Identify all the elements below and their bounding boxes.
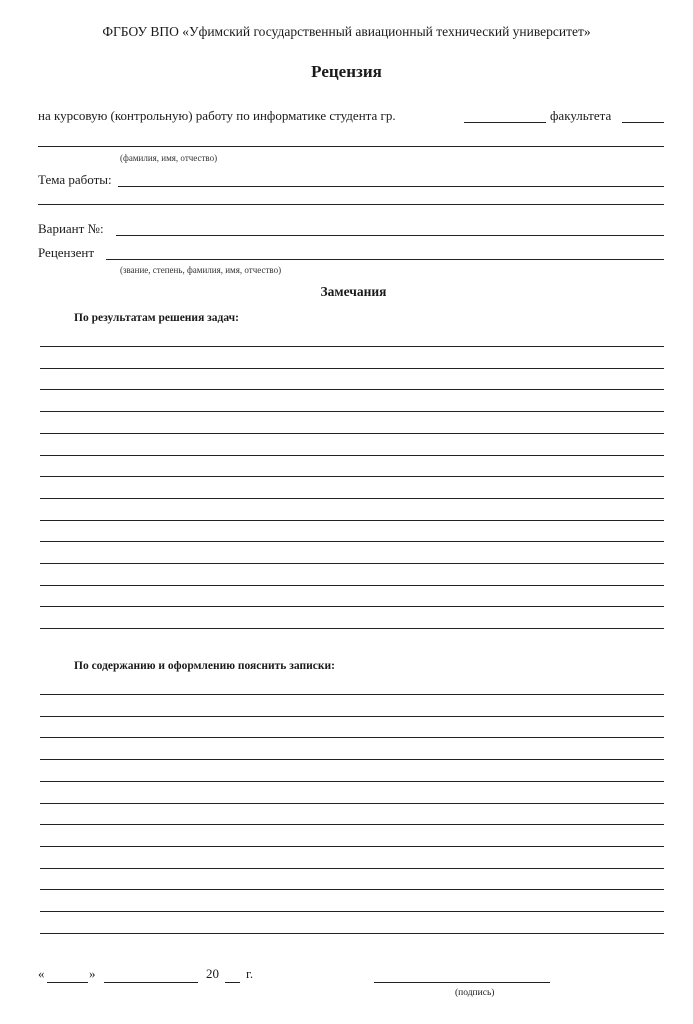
year-suffix: г. — [246, 966, 254, 981]
organization-name: ФГБОУ ВПО «Уфимский государственный авиационный технический университет» — [102, 24, 591, 39]
notes-writing-line — [40, 933, 664, 934]
tasks-writing-line — [40, 498, 664, 499]
reviewer-line — [106, 259, 664, 260]
notes-writing-line — [40, 759, 664, 760]
tasks-writing-line — [40, 368, 664, 369]
tasks-writing-line — [40, 389, 664, 390]
topic-line-1 — [118, 186, 664, 187]
month-blank-line — [104, 982, 198, 983]
reviewer-label: Рецензент — [38, 245, 95, 260]
student-name-line — [38, 146, 664, 147]
notes-writing-line — [40, 737, 664, 738]
tasks-writing-line — [40, 520, 664, 521]
tasks-label: По результатам решения задач: — [74, 312, 239, 324]
tasks-writing-line — [40, 585, 664, 586]
signature-hint: (подпись) — [455, 988, 495, 998]
notes-writing-line — [40, 716, 664, 717]
date-open-quote: « — [38, 966, 45, 981]
notes-writing-line — [40, 803, 664, 804]
variant-label: Вариант №: — [38, 221, 104, 236]
tasks-writing-line — [40, 455, 664, 456]
intro-text: на курсовую (контрольную) работу по информатике студента гр. — [38, 108, 396, 123]
tasks-writing-line — [40, 411, 664, 412]
tasks-writing-line — [40, 541, 664, 542]
notes-writing-line — [40, 781, 664, 782]
date-close-quote: » — [89, 966, 96, 981]
notes-writing-line — [40, 911, 664, 912]
signature-line — [374, 982, 550, 983]
tasks-writing-line — [40, 628, 664, 629]
tasks-writing-line — [40, 563, 664, 564]
notes-writing-line — [40, 846, 664, 847]
topic-label: Тема работы: — [38, 172, 112, 187]
notes-writing-line — [40, 694, 664, 695]
tasks-writing-line — [40, 346, 664, 347]
name-hint: (фамилия, имя, отчество) — [120, 153, 218, 163]
variant-line — [116, 235, 664, 236]
tasks-writing-line — [40, 476, 664, 477]
notes-writing-line — [40, 868, 664, 869]
notes-writing-line — [40, 889, 664, 890]
remarks-heading: Замечания — [320, 284, 387, 299]
faculty-blank-line — [622, 122, 664, 123]
year-blank-line — [225, 982, 240, 983]
document-title: Рецензия — [311, 62, 382, 81]
faculty-label: факультета — [550, 108, 612, 123]
topic-line-2 — [38, 204, 664, 205]
notes-writing-line — [40, 824, 664, 825]
group-blank-line — [464, 122, 546, 123]
day-blank-line — [47, 982, 88, 983]
notes-label: По содержанию и оформлению пояснить записки: — [74, 660, 335, 672]
tasks-writing-line — [40, 606, 664, 607]
reviewer-hint: (звание, степень, фамилия, имя, отчество) — [120, 265, 282, 275]
year-prefix: 20 — [206, 966, 219, 981]
tasks-writing-line — [40, 433, 664, 434]
